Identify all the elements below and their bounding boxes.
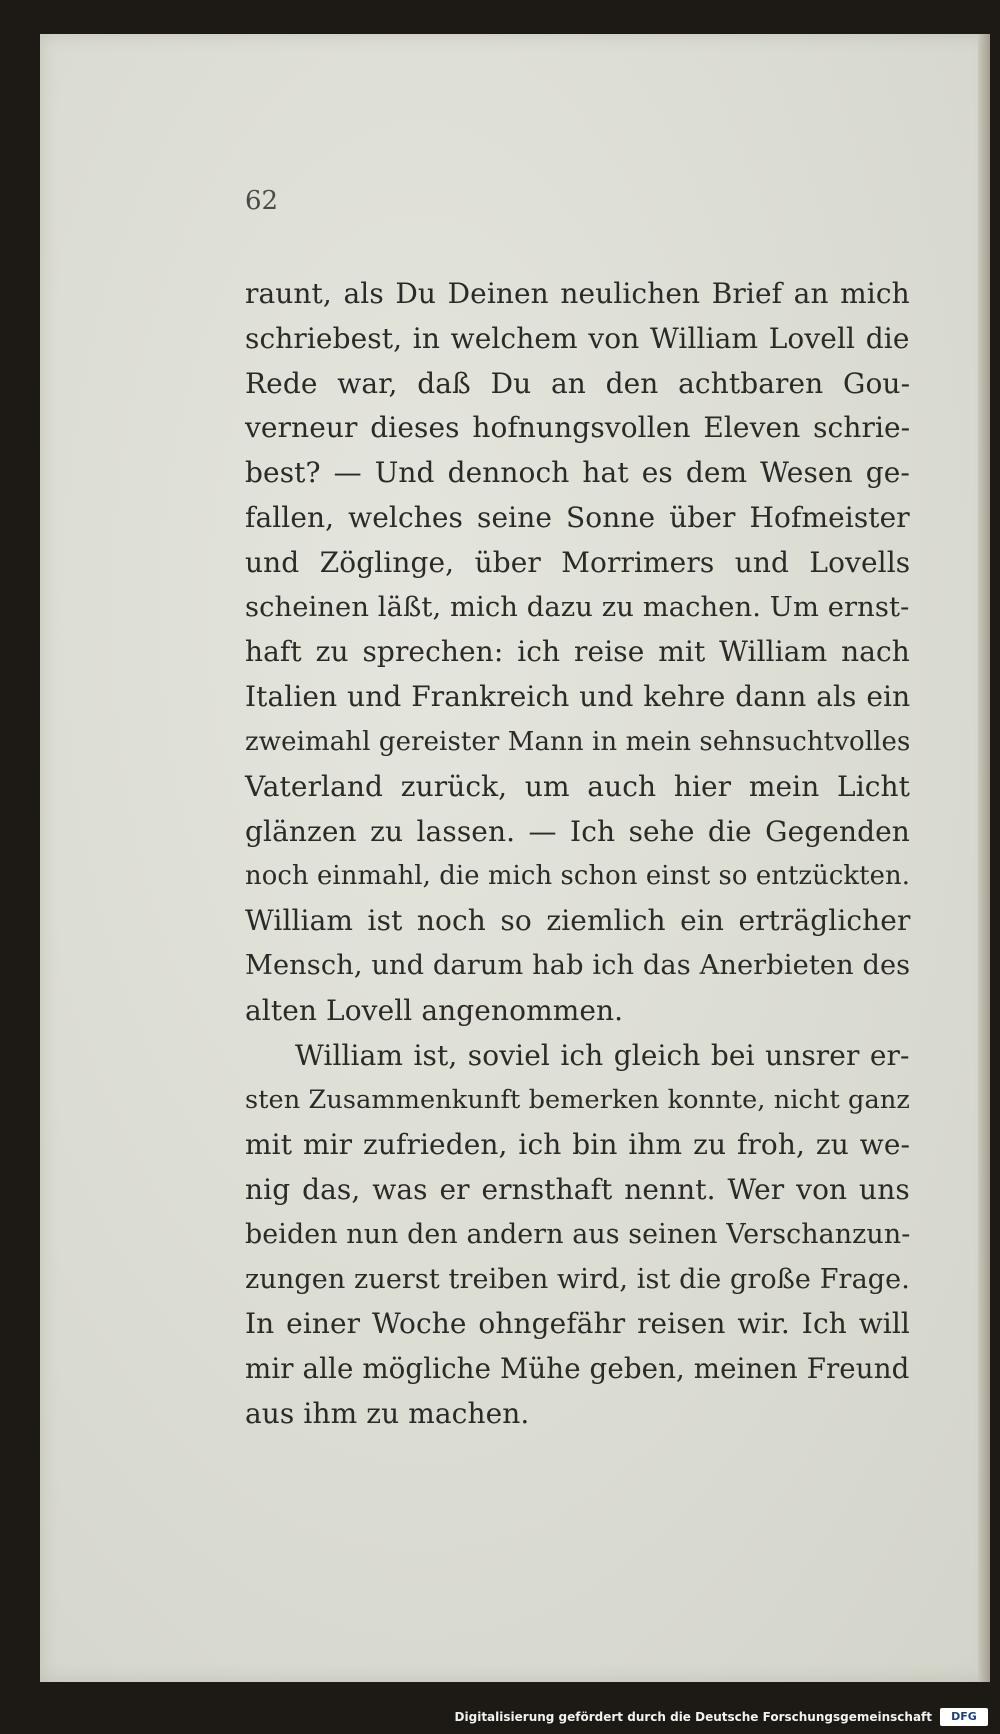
text-line: Vaterland zurück, um auch hier mein Licht bbox=[245, 769, 911, 803]
text-line: Rede war, daß Du an den achtbaren Gou- bbox=[245, 366, 911, 400]
digitization-credit: Digitalisierung gefördert durch die Deutsche Forschungsgemeinschaft bbox=[454, 1710, 932, 1724]
text-line: noch einmahl, die mich schon einst so entzückten. bbox=[245, 861, 911, 892]
text-line: In einer Woche ohngefähr reisen wir. Ich will bbox=[245, 1307, 910, 1341]
text-line: Italien und Frankreich und kehre dann als ein bbox=[245, 680, 911, 714]
text-line: best? — Und dennoch hat es dem Wesen ge- bbox=[245, 456, 910, 490]
text-line-paragraph-start: William ist, soviel ich gleich bei unsrer er- bbox=[295, 1038, 910, 1072]
page-number: 62 bbox=[245, 186, 279, 216]
text-line: mit mir zufrieden, ich bin ihm zu froh, zu we- bbox=[245, 1128, 911, 1162]
text-line: alten Lovell angenommen. bbox=[245, 993, 624, 1027]
text-line: fallen, welches seine Sonne über Hofmeister bbox=[245, 500, 910, 534]
text-line: scheinen läßt, mich dazu zu machen. Um ernst- bbox=[245, 591, 910, 623]
text-line: William ist noch so ziemlich ein erträglicher bbox=[245, 904, 911, 938]
text-line: haft zu sprechen: ich reise mit William nach bbox=[245, 635, 910, 669]
page-edge bbox=[978, 34, 990, 1682]
dfg-logo: DFG bbox=[940, 1708, 988, 1726]
text-line: schriebest, in welchem von William Lovell die bbox=[245, 321, 910, 355]
text-line: mir alle mögliche Mühe geben, meinen Freund bbox=[245, 1352, 910, 1386]
text-line: verneur dieses hofnungsvollen Eleven schrie- bbox=[245, 411, 911, 445]
text-line: nig das, was er ernsthaft nennt. Wer von uns bbox=[245, 1172, 910, 1206]
text-line: und Zöglinge, über Morrimers und Lovells bbox=[245, 545, 911, 579]
text-line: sten Zusammenkunft bemerken konnte, nicht ganz bbox=[245, 1085, 910, 1116]
text-line: Mensch, und darum hab ich das Anerbieten des bbox=[245, 949, 911, 981]
text-line: zungen zuerst treiben wird, ist die große Frage. bbox=[245, 1263, 910, 1295]
text-line: aus ihm zu machen. bbox=[245, 1396, 530, 1430]
book-page bbox=[40, 34, 990, 1682]
text-line: glänzen zu lassen. — Ich sehe die Gegenden bbox=[245, 814, 910, 848]
text-block bbox=[245, 272, 910, 1437]
text-line: raunt, als Du Deinen neulichen Brief an mich bbox=[245, 277, 910, 310]
text-line: beiden nun den andern aus seinen Verschanzun- bbox=[245, 1218, 911, 1250]
text-line: zweimahl gereister Mann in mein sehnsuchtvolles bbox=[245, 726, 911, 757]
